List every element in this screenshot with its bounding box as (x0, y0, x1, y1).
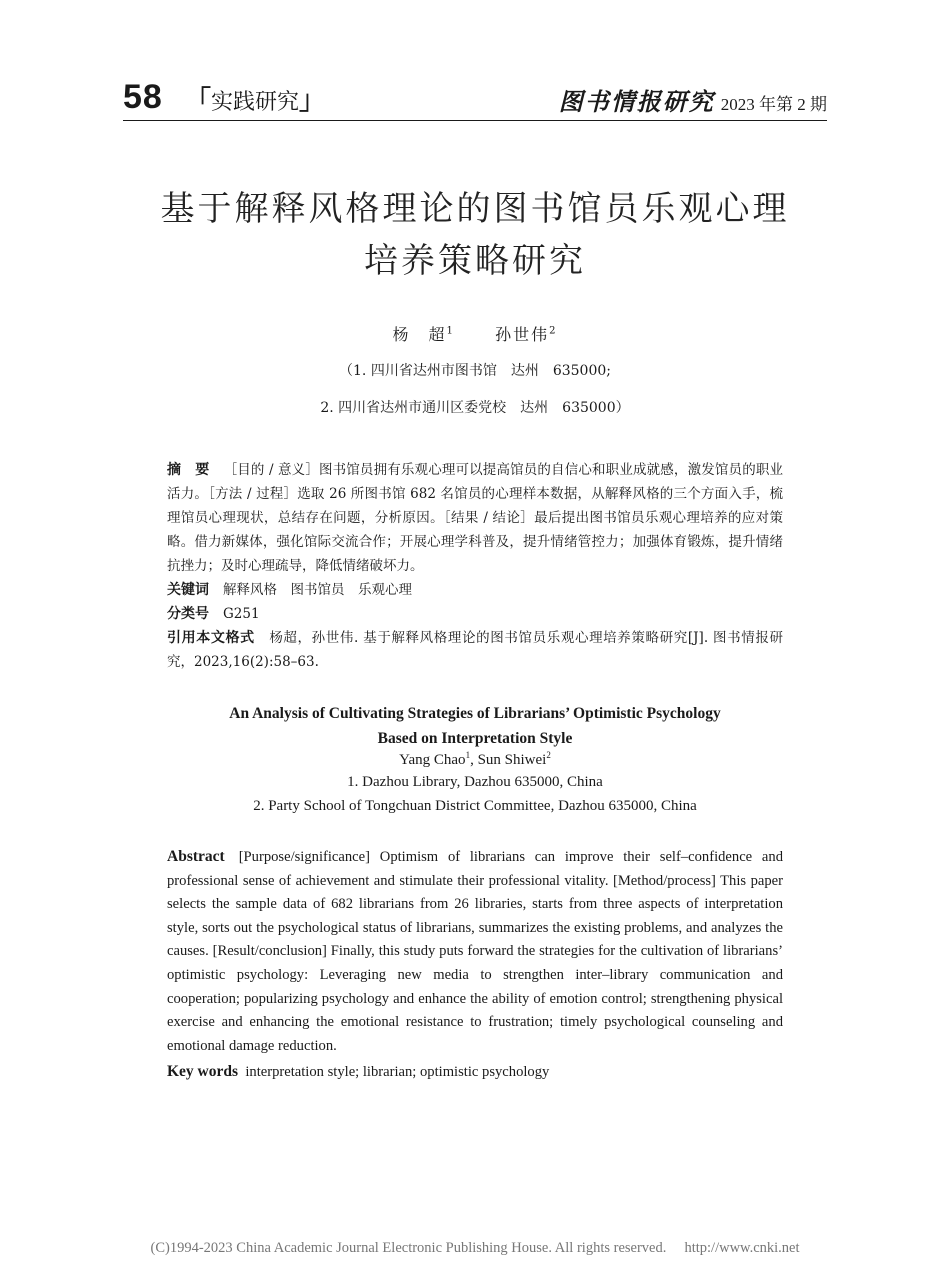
english-title: An Analysis of Cultivating Strategies of Librarians’ Optimistic Psychology Based on Interpretation Style (229, 705, 721, 747)
affiliation-2: 2. 四川省达州市通川区委党校 达州 635000） (320, 400, 630, 416)
journal-name: 图书情报研究 (558, 87, 715, 116)
page-header (123, 70, 827, 121)
english-abstract: Abstract [Purpose/significance] Optimism of librarians can improve their self–confidence and professional sense of achievement and stimulate their professional vitality. [Method/process] This paper selects the sample data of 682 librarians from 26 libraries, starts from three aspects of interpretation style, sorts out the psychological status of librarians, summarizes the existing problems, and analyzes the causes. [Result/conclusion] Finally, this study puts forward the strategies for the cultivation of librarians’ optimistic psychology: Leveraging new media to strengthen inter–library communication and cooperation; popularizing psychology and enhance the ability of emotion control; strengthening physical exercise and enhancing the emotional resistance to frustration; timely psychological counseling and emotional damage reduction. (167, 848, 783, 1054)
copyright-footer: (C)1994-2023 China Academic Journal Electronic Publishing House. All rights reserved. http://www.cnki.net (150, 1240, 800, 1256)
journal-issue: 2023 年第 2 期 (720, 95, 827, 114)
english-authors: Yang Chao$^1$, Sun Shiwei$^2$ (399, 750, 551, 768)
english-keywords: Key words interpretation style; librarian; optimistic psychology (167, 1063, 550, 1080)
chinese-keywords: 关键词 解释风格 图书馆员 乐观心理 (167, 582, 412, 598)
journal-info (559, 82, 827, 117)
classification-number: 分类号 G251 (167, 606, 260, 622)
english-affiliation-2: 2. Party School of Tongchuan District Committee, Dazhou 635000, China (253, 798, 697, 814)
affiliation-1: （1. 四川省达州市图书馆 达州 635000; (339, 363, 611, 379)
citation-format: 引用本文格式 杨超，孙世伟. 基于解释风格理论的图书馆员乐观心理培养策略研究[J]. 图书情报研究，2023,16(2):58–63. (167, 630, 783, 670)
page-number: 58 (123, 78, 163, 116)
english-affiliation-1: 1. Dazhou Library, Dazhou 635000, China (347, 774, 603, 790)
chinese-abstract: 摘 要 ［目的 / 意义］图书馆员拥有乐观心理可以提高馆员的自信心和职业成就感，激发馆员的职业活力。［方法 / 过程］选取 26 所图书馆 682 名馆员的心理样本数据，从解释风格的三个方面入手，梳理馆员心理现状，总结存在问题，分析原因。［结果 / 结论］最后提出图书馆员乐观心理培养的应对策略。借力新媒体，强化馆际交流合作；开展心理学科普及，提升情绪管控力；加强体育锻炼，提升情绪抗挫力；及时心理疏导，降低情绪破坏力。 (167, 462, 784, 574)
section-label: 「实践研究」 (185, 85, 326, 115)
author-list: 杨 超$^1$ 孙世伟$^2$ (392, 325, 558, 344)
article-title: 基于解释风格理论的图书馆员乐观心理 培养策略研究 (160, 189, 790, 281)
